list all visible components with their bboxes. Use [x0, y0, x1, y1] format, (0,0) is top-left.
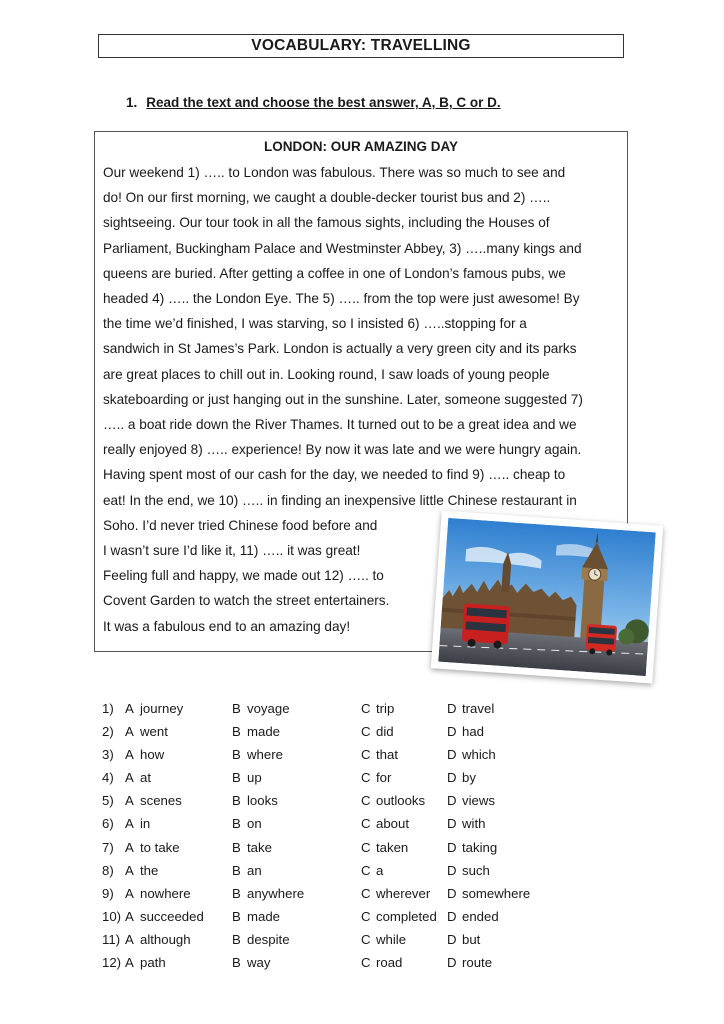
question-number: 8) [102, 862, 114, 878]
option-letter: D [447, 816, 457, 832]
option-letter: C [361, 701, 371, 716]
option-b[interactable] [232, 701, 290, 716]
option-b[interactable] [232, 724, 280, 739]
option-c[interactable] [361, 955, 402, 970]
option-letter: B [232, 862, 241, 878]
question-number: 5) [102, 793, 114, 809]
option-letter: A [125, 724, 134, 740]
passage-line: I wasn’t sure I’d like it, 11) ….. it was great! [103, 543, 361, 558]
option-text: travel [462, 701, 495, 716]
option-d[interactable] [447, 701, 494, 716]
option-letter: B [232, 770, 241, 786]
passage-line: are great places to chill out in. Looking round, I saw loads of young people [103, 366, 550, 382]
option-c[interactable] [361, 863, 383, 878]
option-letter: C [361, 908, 371, 924]
option-d[interactable] [447, 840, 497, 855]
option-b[interactable] [232, 770, 262, 785]
option-b[interactable] [232, 863, 262, 878]
option-text: taking [462, 839, 498, 855]
passage-line: sandwich in St James’s Park. London is actually a very green city and its parks [103, 341, 577, 357]
passage-line: Feeling full and happy, we made out 12) ….. to [103, 568, 384, 584]
option-a[interactable] [125, 909, 204, 924]
option-text: in [140, 816, 151, 832]
option-letter: D [447, 724, 457, 740]
option-letter: D [447, 747, 457, 763]
option-letter: B [232, 839, 241, 855]
option-text: journey [140, 701, 184, 716]
option-letter: C [361, 885, 371, 901]
option-text: looks [247, 793, 278, 809]
option-text: at [140, 770, 151, 786]
passage-line: the time we’d finished, I was starving, so I insisted 6) …..stopping for a [103, 316, 527, 332]
option-b[interactable] [232, 747, 283, 762]
big-ben-photo-icon [438, 518, 656, 676]
option-letter: A [125, 770, 134, 786]
option-letter: B [232, 885, 241, 901]
option-text: way [247, 955, 271, 971]
option-letter: D [447, 862, 457, 878]
option-text: made [247, 724, 280, 740]
option-d[interactable] [447, 909, 499, 924]
option-letter: D [447, 793, 457, 809]
option-letter: A [125, 885, 134, 901]
option-text: an [247, 862, 262, 878]
option-text: how [140, 747, 165, 763]
option-c[interactable] [361, 793, 425, 808]
option-c[interactable] [361, 701, 394, 716]
option-c[interactable] [361, 932, 406, 947]
option-text: where [247, 747, 283, 763]
option-d[interactable] [447, 770, 476, 785]
passage-line: Our weekend 1) ….. to London was fabulous. There was so much to see and [103, 165, 566, 180]
option-letter: A [125, 793, 134, 809]
option-a[interactable] [125, 770, 151, 785]
option-letter: C [361, 955, 371, 971]
option-letter: D [447, 908, 457, 924]
option-a[interactable] [125, 932, 191, 947]
passage-line: headed 4) ….. the London Eye. The 5) ….. from the top were just awesome! By [103, 291, 580, 306]
question-number: 4) [102, 770, 114, 786]
option-text: but [462, 931, 481, 947]
option-text: about [376, 816, 410, 832]
option-text: outlooks [376, 793, 426, 809]
option-text: with [462, 816, 486, 832]
option-letter: B [232, 908, 241, 924]
option-letter: A [125, 816, 134, 832]
option-letter: A [125, 931, 134, 947]
option-letter: A [125, 908, 134, 924]
option-text: views [462, 793, 495, 809]
option-text: voyage [247, 701, 290, 716]
option-letter: C [361, 770, 371, 786]
option-letter: C [361, 724, 371, 740]
option-b[interactable] [232, 816, 262, 831]
option-letter: C [361, 747, 371, 763]
option-letter: D [447, 839, 457, 855]
option-a[interactable] [125, 863, 158, 878]
option-c[interactable] [361, 770, 391, 785]
option-d[interactable] [447, 747, 496, 762]
passage-line: really enjoyed 8) ….. experience! By now it was late and we were hungry again. [103, 442, 582, 458]
option-text: a [376, 862, 384, 878]
option-a[interactable] [125, 724, 168, 739]
option-text: taken [376, 839, 409, 855]
option-text: road [376, 955, 403, 971]
question-number: 10) [102, 908, 122, 924]
passage-line: do! On our first morning, we caught a double-decker tourist bus and 2) ….. [103, 190, 551, 206]
option-a[interactable] [125, 955, 166, 970]
passage-line: queens are buried. After getting a coffee in one of London’s famous pubs, we [103, 265, 566, 281]
passage-line: Soho. I’d never tried Chinese food before and [103, 517, 378, 533]
option-a[interactable] [125, 886, 191, 901]
instruction [126, 95, 501, 110]
option-text: by [462, 770, 476, 786]
question-number: 12) [102, 955, 122, 971]
option-a[interactable] [125, 793, 182, 808]
option-text: route [462, 955, 493, 971]
passage-line: sightseeing. Our tour took in all the famous sights, including the Houses of [103, 215, 550, 231]
option-d[interactable] [447, 863, 490, 878]
passage-line: It was a fabulous end to an amazing day! [103, 618, 351, 634]
option-letter: A [125, 839, 134, 855]
question-number: 9) [102, 885, 114, 901]
option-b[interactable] [232, 932, 290, 947]
option-c[interactable] [361, 840, 408, 855]
option-letter: A [125, 701, 134, 716]
option-b[interactable] [232, 955, 270, 970]
passage-line: Parliament, Buckingham Palace and Westminster Abbey, 3) …..many kings and [103, 240, 582, 256]
option-a[interactable] [125, 840, 180, 855]
option-text: to take [140, 839, 180, 855]
option-c[interactable] [361, 724, 394, 739]
option-text: ended [462, 908, 499, 924]
option-letter: B [232, 724, 241, 740]
option-text: went [140, 724, 168, 740]
option-letter: C [361, 931, 371, 947]
option-text: for [376, 770, 392, 786]
option-d[interactable] [447, 932, 480, 947]
option-text: made [247, 908, 280, 924]
option-text: the [140, 862, 159, 878]
passage-line: Having spent most of our cash for the day, we needed to find 9) ….. cheap to [103, 467, 566, 483]
option-d[interactable] [447, 793, 495, 808]
passage-line: Covent Garden to watch the street entertainers. [103, 593, 390, 609]
option-letter: B [232, 747, 241, 763]
option-b[interactable] [232, 793, 278, 808]
option-letter: A [125, 862, 134, 878]
option-text: on [247, 816, 262, 832]
worksheet-title: VOCABULARY: TRAVELLING [98, 34, 624, 58]
option-letter: D [447, 770, 457, 786]
option-text: take [247, 839, 272, 855]
option-letter: C [361, 862, 371, 878]
option-letter: B [232, 793, 241, 809]
option-letter: A [125, 955, 134, 971]
option-d[interactable] [447, 955, 492, 970]
option-a[interactable] [125, 816, 150, 831]
option-text: up [247, 770, 262, 786]
option-letter: D [447, 701, 457, 716]
option-letter: B [232, 816, 241, 832]
option-c[interactable] [361, 747, 398, 762]
option-c[interactable] [361, 886, 430, 901]
question-number: 2) [102, 724, 114, 740]
option-text: did [376, 724, 394, 740]
option-text: completed [376, 908, 437, 924]
passage-line: ….. a boat ride down the River Thames. It turned out to be a great idea and we [103, 417, 577, 432]
option-c[interactable] [361, 816, 409, 831]
option-b[interactable] [232, 840, 272, 855]
option-text: nowhere [140, 885, 191, 901]
option-b[interactable] [232, 886, 304, 901]
option-text: path [140, 955, 166, 971]
option-letter: C [361, 839, 371, 855]
question-number: 11) [102, 931, 121, 947]
instruction-number: 1. [126, 95, 138, 110]
option-d[interactable] [447, 886, 530, 901]
option-d[interactable] [447, 816, 485, 831]
option-letter: B [232, 931, 241, 947]
option-text: scenes [140, 793, 182, 809]
option-text: that [376, 747, 398, 763]
london-photo [431, 510, 663, 683]
option-letter: D [447, 885, 457, 901]
option-letter: C [361, 793, 371, 809]
option-a[interactable] [125, 701, 183, 716]
option-text: anywhere [247, 885, 305, 901]
question-number: 7) [102, 839, 114, 855]
option-text: although [140, 931, 191, 947]
passage-line: skateboarding or just hanging out in the sunshine. Later, someone suggested 7) [103, 391, 583, 407]
option-text: which [462, 747, 496, 763]
option-c[interactable] [361, 909, 437, 924]
option-text: succeeded [140, 908, 204, 924]
option-letter: B [232, 955, 241, 971]
option-letter: D [447, 931, 457, 947]
passage-line: eat! In the end, we 10) ….. in finding an inexpensive little Chinese restaurant in [103, 492, 577, 508]
option-letter: B [232, 701, 241, 716]
option-text: despite [247, 931, 290, 947]
option-letter: A [125, 747, 134, 763]
option-text: such [462, 862, 490, 878]
option-d[interactable] [447, 724, 484, 739]
option-b[interactable] [232, 909, 280, 924]
passage-title: LONDON: OUR AMAZING DAY [264, 139, 458, 154]
option-letter: C [361, 816, 371, 832]
option-text: trip [376, 701, 395, 716]
question-number: 1) [102, 701, 114, 716]
option-a[interactable] [125, 747, 164, 762]
option-text: had [462, 724, 485, 740]
option-text: wherever [376, 885, 431, 901]
option-text: somewhere [462, 885, 531, 901]
option-text: while [376, 931, 407, 947]
instruction-text: Read the text and choose the best answer, A, B, C or D. [146, 95, 501, 110]
option-letter: D [447, 955, 457, 971]
question-number: 6) [102, 816, 114, 832]
question-number: 3) [102, 747, 114, 763]
